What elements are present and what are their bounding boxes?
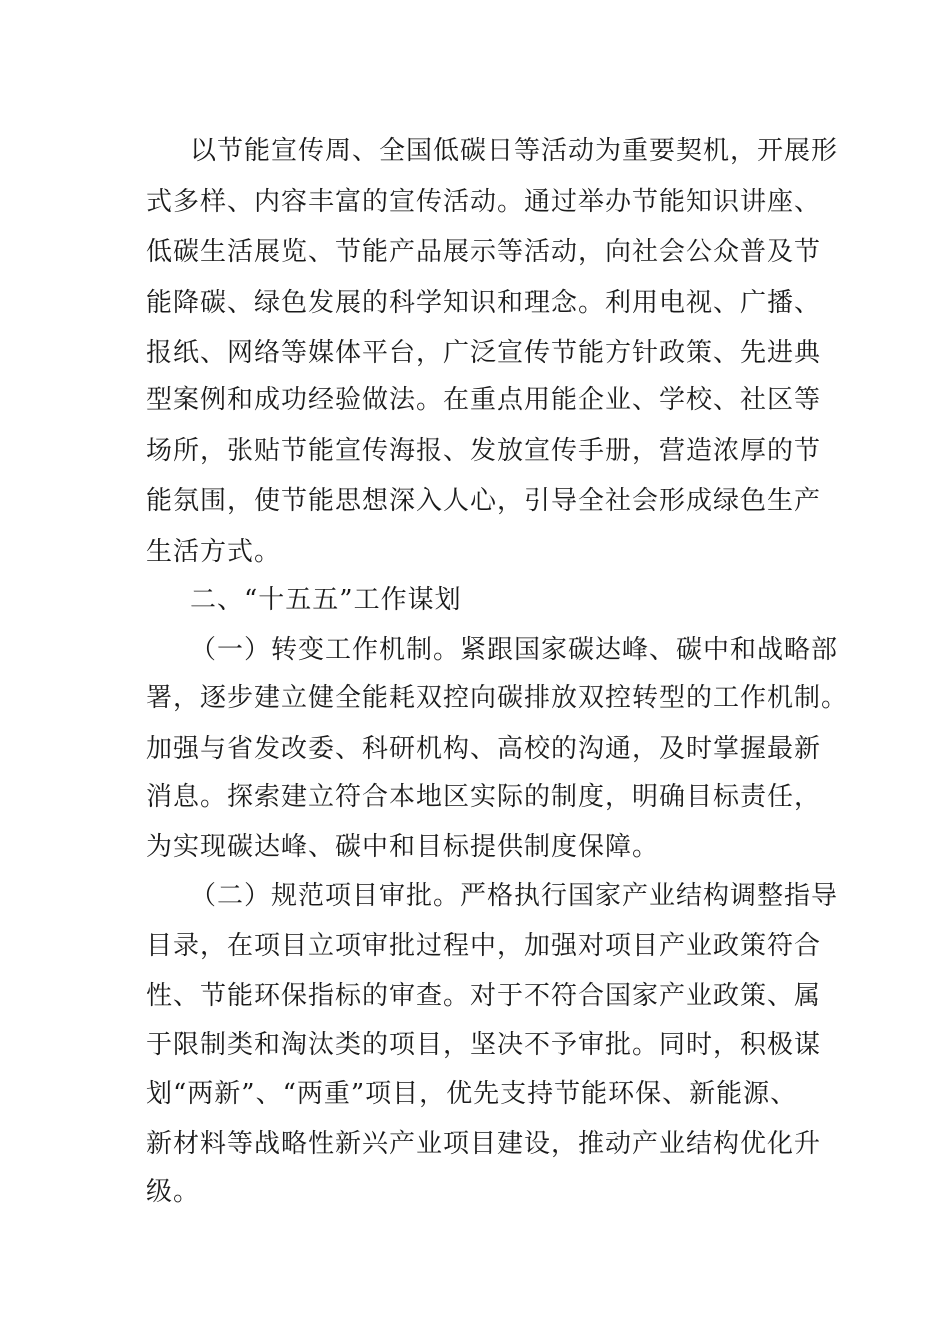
paragraph-line: （二）规范项目审批。严格执行国家产业结构调整指导 xyxy=(190,881,839,911)
paragraph-line: 于限制类和淘汰类的项目，坚决不予审批。同时，积极谋 xyxy=(146,1030,822,1060)
paragraph-line: 加强与省发改委、科研机构、高校的沟通，及时掌握最新 xyxy=(146,734,822,764)
paragraph-line: 型案例和成功经验做法。在重点用能企业、学校、社区等 xyxy=(146,385,822,415)
paragraph-line: 报纸、网络等媒体平台，广泛宣传节能方针政策、先进典 xyxy=(146,338,822,368)
paragraph-line: 目录，在项目立项审批过程中，加强对项目产业政策符合 xyxy=(146,931,822,961)
paragraph-line: 以节能宣传周、全国低碳日等活动为重要契机，开展形 xyxy=(190,136,839,166)
paragraph-line: 场所，张贴节能宣传海报、发放宣传手册，营造浓厚的节 xyxy=(146,436,822,466)
section-heading: 二、“十五五”工作谋划 xyxy=(190,585,462,615)
paragraph-line: 级。 xyxy=(146,1177,201,1207)
paragraph-line: 式多样、内容丰富的宣传活动。通过举办节能知识讲座、 xyxy=(146,187,822,217)
paragraph-line: 低碳生活展览、节能产品展示等活动，向社会公众普及节 xyxy=(146,237,822,267)
paragraph-line: 能降碳、绿色发展的科学知识和理念。利用电视、广播、 xyxy=(146,288,822,318)
paragraph-line: （一）转变工作机制。紧跟国家碳达峰、碳中和战略部 xyxy=(190,635,839,665)
paragraph-line: 为实现碳达峰、碳中和目标提供制度保障。 xyxy=(146,832,660,862)
paragraph-line: 能氛围，使节能思想深入人心，引导全社会形成绿色生产 xyxy=(146,486,822,516)
paragraph-line: 消息。探索建立符合本地区实际的制度，明确目标责任， xyxy=(146,782,822,812)
paragraph-line: 性、节能环保指标的审查。对于不符合国家产业政策、属 xyxy=(146,981,822,1011)
paragraph-line: 署，逐步建立健全能耗双控向碳排放双控转型的工作机制。 xyxy=(146,683,849,713)
paragraph-line: 新材料等战略性新兴产业项目建设，推动产业结构优化升 xyxy=(146,1129,822,1159)
paragraph-line: 划“两新”、“两重”项目，优先支持节能环保、新能源、 xyxy=(146,1079,798,1109)
paragraph-line: 生活方式。 xyxy=(146,537,282,567)
